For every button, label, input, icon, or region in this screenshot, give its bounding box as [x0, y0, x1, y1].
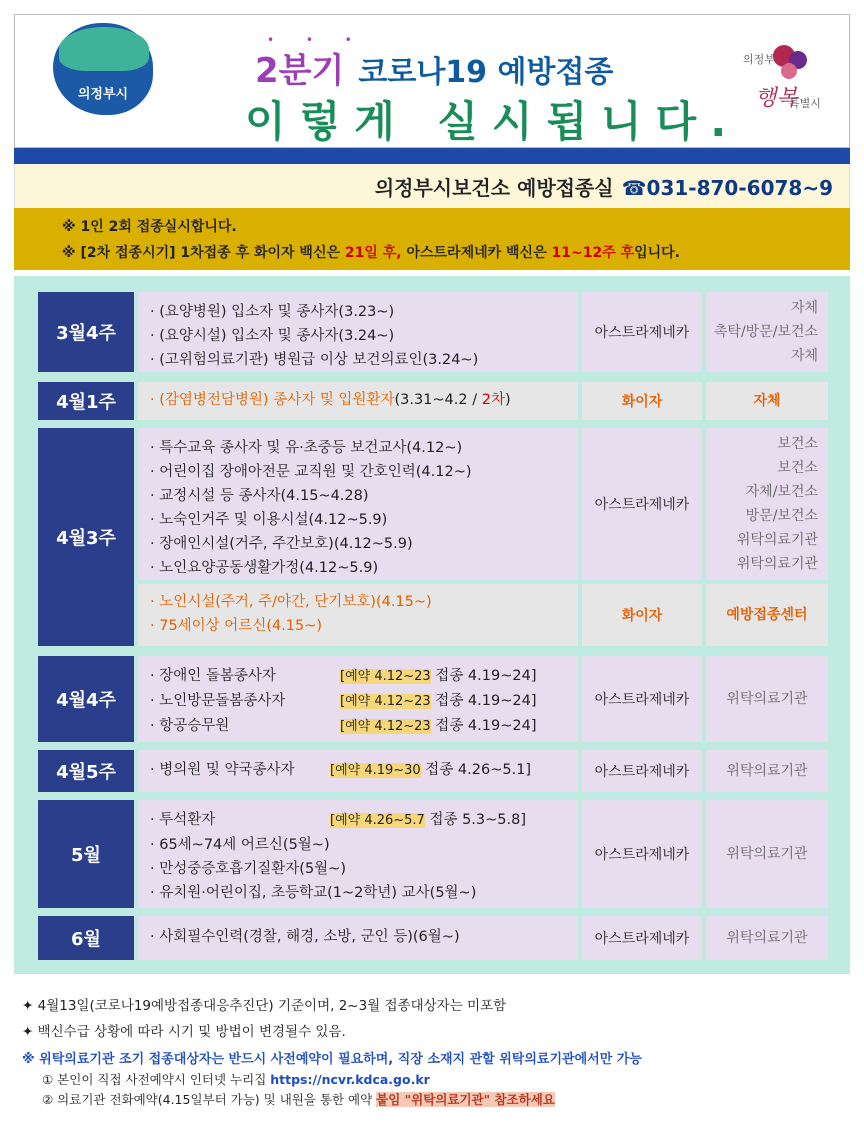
sub-row: [138, 584, 828, 646]
target-list: [138, 584, 578, 646]
target-item: · 75세이상 어르신(4.15~): [150, 618, 323, 634]
divider-bar: [14, 148, 850, 164]
vaccine-type: 화이자: [582, 382, 702, 420]
target-item: · 유치원·어린이집, 초등학교(1~2학년) 교사(5월~): [150, 885, 477, 901]
place: 위탁의료기관: [706, 916, 828, 960]
target-item: · 사회필수인력(경찰, 해경, 소방, 군인 등)(6월~): [150, 929, 460, 945]
week-label: 3월4주: [38, 292, 134, 372]
target-item: · 어린이집 장애아전문 교직원 및 간호인력(4.12~): [150, 464, 472, 480]
vaccine-type: 아스트라제네카: [582, 750, 702, 792]
schedule-row: [38, 656, 828, 742]
reservation-link[interactable]: https://ncvr.kdca.go.kr: [270, 1072, 430, 1087]
footnote: ✦ 백신수급 상황에 따라 시기 및 방법이 변경될수 있음.: [22, 1024, 346, 1040]
title-quarter: 2분기: [255, 51, 345, 91]
place: 위탁의료기관: [706, 800, 828, 908]
vaccine-type: 아스트라제네카: [582, 916, 702, 960]
target-item: · 투석환자 [예약 4.26~5.7 접종 5.3~5.8]: [150, 812, 527, 828]
target-item: · 특수교육 종사자 및 유·초중등 보건교사(4.12~): [150, 440, 463, 456]
week-label: 6월: [38, 916, 134, 960]
target-item: · 노인방문돌봄종사자 [예약 4.12~23 접종 4.19~24]: [150, 693, 537, 709]
footnote: ✦ 4월13일(코로나19예방접종대응추진단) 기준이며, 2~3월 접종대상자는 미포함: [22, 998, 507, 1014]
header: [14, 14, 850, 148]
target-item: · (요양시설) 입소자 및 종사자(3.24~): [150, 328, 395, 344]
vaccine-type: 아스트라제네카: [582, 656, 702, 742]
schedule-row: [38, 800, 828, 908]
schedule-row: [38, 382, 828, 420]
office-phone: ☎031-870-6078~9: [621, 176, 833, 200]
target-list: [138, 382, 578, 420]
target-item: · 병의원 및 약국종사자 [예약 4.19~30 접종 4.26~5.1]: [150, 762, 532, 778]
target-list: [138, 916, 578, 960]
target-item: · 만성중증호흡기질환자(5월~): [150, 861, 346, 877]
target-item: · 노인시설(주거, 주/야간, 단기보호)(4.15~): [150, 594, 432, 610]
right-logo-suffix: 특별시: [789, 97, 821, 110]
city-logo-text: 의정부시: [77, 87, 129, 102]
schedule-row: [38, 750, 828, 792]
office-bar: [14, 164, 850, 208]
schedule-row: [38, 916, 828, 960]
schedule-panel: [14, 276, 850, 974]
place: 예방접종센터: [706, 584, 828, 646]
right-logo-small: 의정부: [743, 53, 775, 66]
title-line1: [255, 43, 613, 92]
vaccine-type: 아스트라제네카: [582, 800, 702, 908]
week-label: 4월4주: [38, 656, 134, 742]
week-label: 4월5주: [38, 750, 134, 792]
target-item: · 장애인 돌봄종사자 [예약 4.12~23 접종 4.19~24]: [150, 668, 537, 684]
schedule-row: [38, 428, 828, 646]
target-item: · 항공승무원 [예약 4.12~23 접종 4.19~24]: [150, 718, 537, 734]
title-rest: 코로나19 예방접종: [358, 55, 614, 90]
right-logo-big: 행복: [755, 86, 798, 111]
target-list: [138, 656, 578, 742]
week-label: 4월1주: [38, 382, 134, 420]
week-label: 4월3주: [38, 428, 134, 646]
target-item: · (감염병전담병원) 종사자 및 입원환자(3.31~4.2 / 2차): [150, 392, 511, 408]
target-list: [138, 800, 578, 908]
vaccine-type: 아스트라제네카: [582, 292, 702, 372]
target-item: · 노인요양공동생활가정(4.12~5.9): [150, 560, 379, 576]
target-item: · (고위험의료기관) 병원급 이상 보건의료인(3.24~): [150, 352, 479, 368]
target-list: [138, 292, 578, 372]
title-line2: 이렇게 실시됩니다.: [245, 97, 741, 146]
happy-city-logo: [733, 37, 833, 127]
schedule-row: [38, 292, 828, 372]
target-item: · 장애인시설(거주, 주간보호)(4.12~5.9): [150, 536, 413, 552]
vaccine-type: 화이자: [582, 584, 702, 646]
target-list: [138, 750, 578, 792]
place: 위탁의료기관: [706, 656, 828, 742]
vaccine-type: 아스트라제네카: [582, 428, 702, 580]
decor-dots: • • •: [267, 33, 366, 47]
place: 위탁의료기관: [706, 750, 828, 792]
target-list: [138, 428, 578, 580]
week-label: 5월: [38, 800, 134, 908]
notice-box: [14, 208, 850, 270]
city-logo: [53, 23, 153, 115]
notice-line1: ※ 1인 2회 접종실시합니다.: [62, 219, 237, 235]
footnote-important: ※ 위탁의료기관 조기 접종대상자는 반드시 사전예약이 필요하며, 직장 소재지 관할 위탁의료기관에서만 가능: [22, 1052, 642, 1067]
target-item: · (요양병원) 입소자 및 종사자(3.23~): [150, 304, 395, 320]
place-list: 자체 촉탁/방문/보건소 자체: [706, 292, 828, 372]
place-list: 보건소 보건소 자체/보건소 방문/보건소 위탁의료기관 위탁의료기관: [706, 428, 828, 580]
target-item: · 65세~74세 어르신(5월~): [150, 837, 330, 853]
footnote-sub: ① 본인이 직접 사전예약시 인터넷 누리집 https://ncvr.kdca.go.kr: [42, 1072, 430, 1087]
notice-line2: ※ [2차 접종시기] 1차접종 후 화이자 백신은 21일 후, 아스트라제네카 백신은 11~12주 후입니다.: [62, 245, 680, 261]
place: 자체: [706, 382, 828, 420]
footnote-sub: ② 의료기관 전화예약(4.15일부터 가능) 및 내원을 통한 예약 붙임 "위탁의료기관" 참조하세요: [42, 1092, 555, 1107]
target-item: · 노숙인거주 및 이용시설(4.12~5.9): [150, 512, 388, 528]
office-name: 의정부시보건소 예방접종실: [374, 176, 614, 200]
target-item: · 교정시설 등 종사자(4.15~4.28): [150, 488, 369, 504]
